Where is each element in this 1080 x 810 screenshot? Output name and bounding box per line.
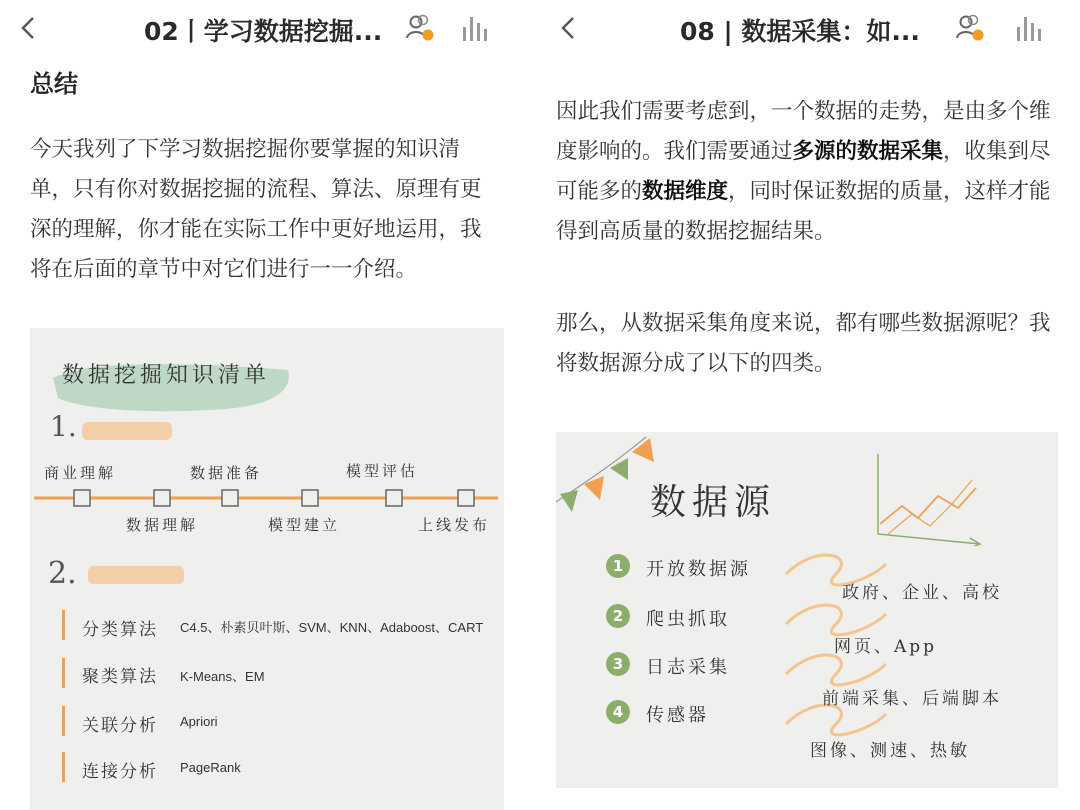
paragraph-data-sources-intro: 那么，从数据采集角度来说，都有哪些数据源呢？我将数据源分成了以下的四类。 xyxy=(556,311,1051,376)
data-sources-image xyxy=(556,432,1058,788)
source-label-2: 爬虫抓取 xyxy=(646,609,730,630)
source-number-3: 3 xyxy=(606,652,630,676)
trend-chart-doodle xyxy=(868,454,988,546)
algo-marker xyxy=(62,610,65,640)
source-detail-3: 前端采集、后端脚本 xyxy=(822,689,1002,709)
right-top-bar xyxy=(540,0,1080,58)
source-label-3: 日志采集 xyxy=(646,657,730,678)
paragraph-text: ，收集到尽可能多的 xyxy=(556,139,1051,204)
section-2-label xyxy=(88,566,184,584)
algo-marker xyxy=(62,752,65,782)
step-top-1: 商业理解 xyxy=(44,464,117,482)
users-icon[interactable] xyxy=(954,12,986,44)
paragraph-data-dimensions xyxy=(556,92,1056,252)
source-label-1: 开放数据源 xyxy=(646,559,751,580)
right-article-panel xyxy=(540,0,1080,810)
step-top-2: 数据准备 xyxy=(190,464,263,482)
summary-paragraph: 今天我列了下学习数据挖掘你要掌握的知识清单，只有你对数据挖掘的流程、算法、原理有更深的理解，你才能在实际工作中更好地运用，我将在后面的章节中对它们进行一一介绍。 xyxy=(30,137,482,282)
section-2-number: 2. xyxy=(48,556,77,591)
step-bottom-1: 数据理解 xyxy=(126,516,199,534)
step-top-3: 模型评估 xyxy=(346,462,419,480)
article-title: 02丨学习数据挖掘... xyxy=(144,17,383,46)
algo-name-1: 分类算法 xyxy=(82,620,158,640)
source-detail-4: 图像、测速、热敏 xyxy=(810,741,970,761)
source-detail-1: 政府、企业、高校 xyxy=(842,583,1002,603)
source-number-2: 2 xyxy=(606,604,630,628)
process-timeline xyxy=(30,486,504,510)
left-top-bar xyxy=(0,0,540,58)
source-number-4: 4 xyxy=(606,700,630,724)
step-bottom-2: 模型建立 xyxy=(268,516,341,534)
source-number-1: 1 xyxy=(606,554,630,578)
section-1-number: 1. xyxy=(50,410,77,443)
algo-name-2: 聚类算法 xyxy=(82,667,158,687)
source-label-4: 传感器 xyxy=(646,705,709,726)
card-title: 数据源 xyxy=(650,482,777,523)
section-1-label xyxy=(82,422,172,440)
step-bottom-3: 上线发布 xyxy=(418,516,491,534)
chevron-left-icon[interactable] xyxy=(16,12,40,44)
algo-detail-4: PageRank xyxy=(180,760,241,775)
knowledge-list-image xyxy=(30,328,504,810)
article-title: 08 | 数据采集：如... xyxy=(680,17,920,46)
paragraph-text: ，同时保证数据的质量，这样才能得到高质量的数据挖掘结果。 xyxy=(556,179,1051,244)
algo-marker xyxy=(62,706,65,736)
algo-detail-2: K-Means、EM xyxy=(180,669,265,684)
bar-chart-icon[interactable] xyxy=(1014,12,1044,44)
algo-marker xyxy=(62,658,65,688)
bar-chart-icon[interactable] xyxy=(460,12,490,44)
bold-data-dimension: 数据维度 xyxy=(642,179,729,204)
algo-name-4: 连接分析 xyxy=(82,762,158,782)
section-heading: 总结 xyxy=(30,70,78,98)
algo-detail-3: Apriori xyxy=(180,714,218,729)
bold-multi-source: 多源的数据采集 xyxy=(792,139,944,164)
card-title: 数据挖掘知识清单 xyxy=(62,363,271,388)
chevron-left-icon[interactable] xyxy=(556,12,580,44)
algo-detail-1: C4.5、朴素贝叶斯、SVM、KNN、Adaboost、CART xyxy=(180,620,484,635)
algo-name-3: 关联分析 xyxy=(82,716,158,736)
users-icon[interactable] xyxy=(404,12,436,44)
source-detail-2: 网页、App xyxy=(834,637,938,657)
paragraph-text: 因此我们需要考虑到，一个数据的走势，是由多个维度影响的。我们需要通过 xyxy=(556,99,1051,164)
